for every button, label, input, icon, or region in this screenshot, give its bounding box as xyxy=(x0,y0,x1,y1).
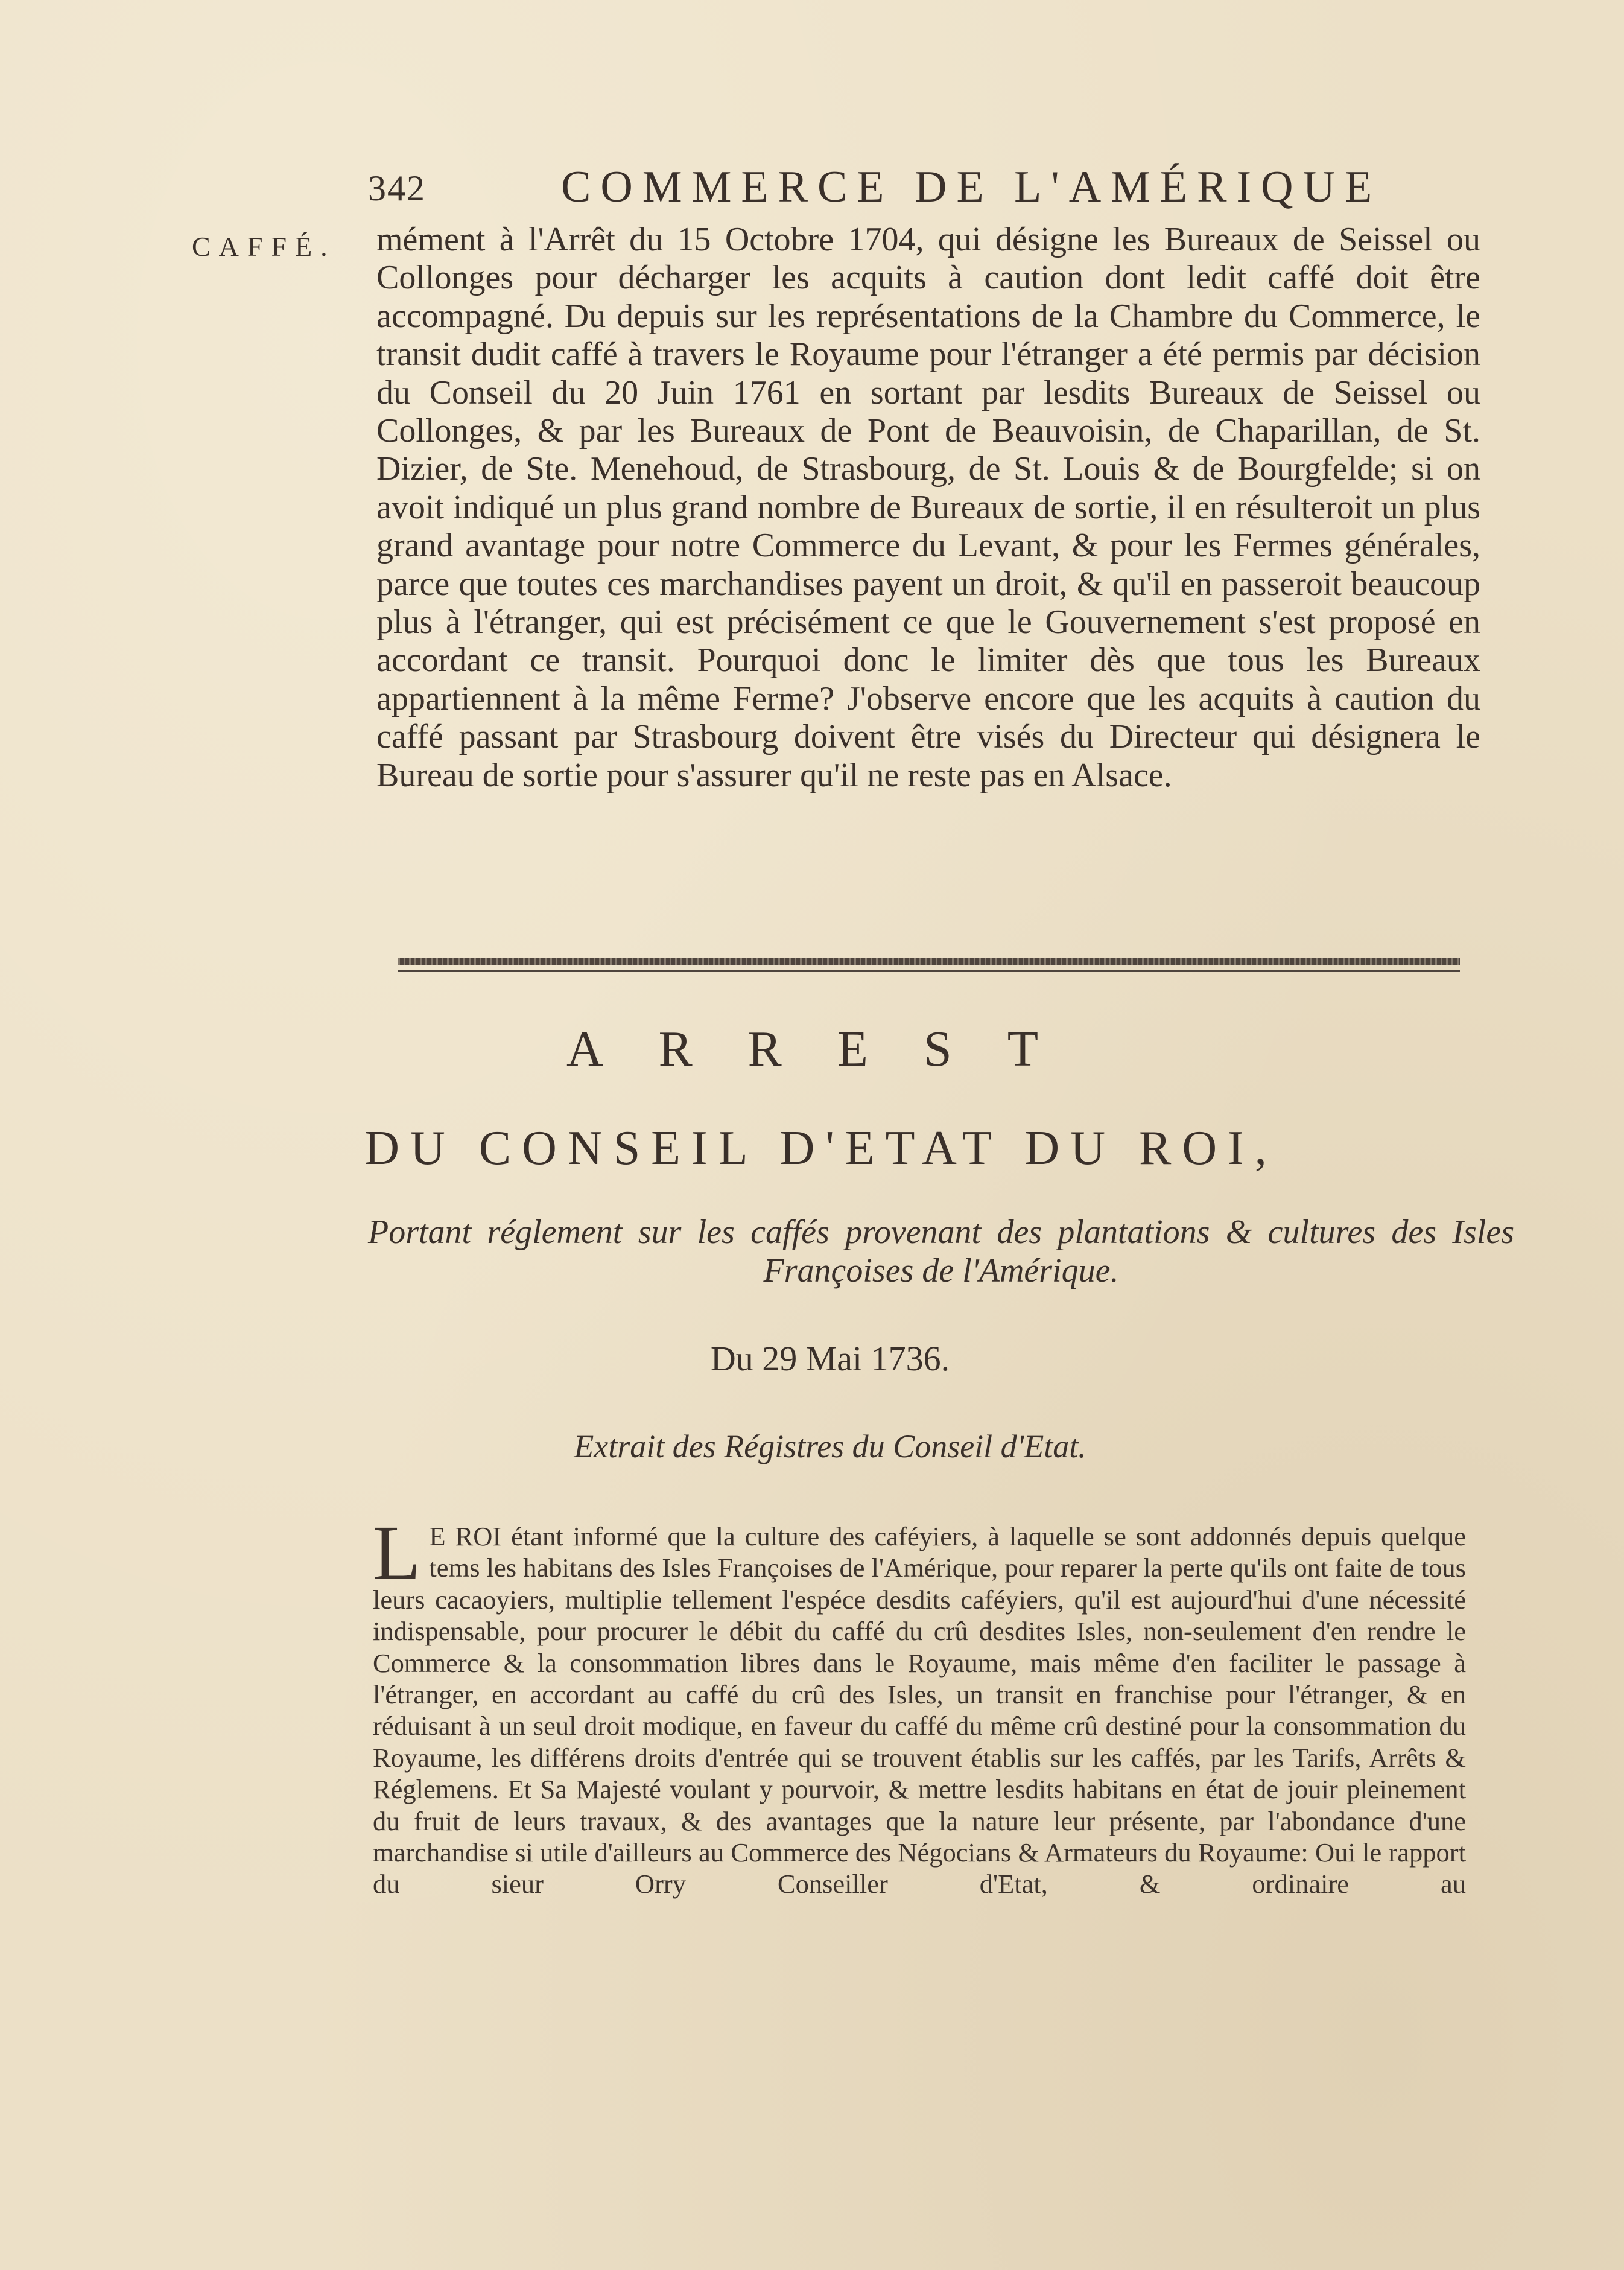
decree-purpose: Portant réglement sur les caffés provenant des plantations & cultures des Isles Françoises de l'Amérique. xyxy=(368,1213,1514,1289)
margin-note: CAFFÉ. xyxy=(192,231,336,262)
decree-extract-heading: Extrait des Régistres du Conseil d'Etat. xyxy=(574,1428,1086,1464)
decree-subtitle: DU CONSEIL D'ETAT DU ROI, xyxy=(364,1122,1278,1175)
continued-paragraph: mément à l'Arrêt du 15 Octobre 1704, qui désigne les Bureaux de Seissel ou Collonges pour décharger les acquits à caution dont ledit caffé doit être accompagné. Du depuis sur les représentations de la Chambre du Commerce, le transit dudit caffé à travers le Royaume pour l'étranger a été permis par décision du Conseil du 20 Juin 1761 en sortant par lesdits Bureaux de Seissel ou Collonges, & par les Bureaux de Pont de Beauvoisin, de Chaparillan, de St. Dizier, de Ste. Menehoud, de Strasbourg, de St. Louis & de Bourgfelde; si on avoit indiqué un plus grand nombre de Bureaux de sortie, il en résulteroit un plus grand avantage pour notre Commerce du Levant, & pour les Fermes générales, parce que toutes ces marchandises payent un droit, & qu'il en passeroit beaucoup plus à l'étranger, qui est précisément ce que le Gouvernement s'est proposé en accordant ce transit. Pourquoi donc le limiter dès que tous les Bureaux appartiennent à la même Ferme? J'observe encore que les acquits à caution du caffé passant par Strasbourg doivent être visés du Directeur qui désignera le Bureau de sortie pour s'assurer qu'il ne reste pas en Alsace. xyxy=(376,221,1480,794)
running-head xyxy=(368,162,1394,228)
page-number: 342 xyxy=(368,168,426,208)
rule-thin-line xyxy=(398,970,1460,972)
decree-title: ARREST xyxy=(566,1021,1094,1077)
drop-cap: L xyxy=(373,1510,421,1597)
decree-body-text: E ROI étant informé que la culture des caféyiers, à laquelle se sont addonnés depuis quelque tems les habitans des Isles Françoises de l'Amérique, pour reparer la perte qu'ils ont faite de tous leurs cacaoyiers, multiplie tellement l'espéce desdits caféyiers, qu'il est aujourd'hui d'une nécessité indispensable, pour procurer le débit du caffé du crû desdites Isles, non-seulement d'en rendre le Commerce & la consommation libres dans le Royaume, mais même d'en faciliter le passage à l'étranger, en accordant au caffé du crû des Isles, un transit en franchise pour l'étranger, & en réduisant à un seul droit modique, en faveur du caffé du même crû destiné pour la consommation du Royaume, les différens droits d'entrée qui se trouvent établis sur les caffés, par les Tarifs, Arrêts & Réglemens. Et Sa Majesté voulant y pourvoir, & mettre lesdits habitans en état de jouir pleinement du fruit de leurs travaux, & des avantages que la nature leur présente, par l'abondance d'une marchandise si utile d'ailleurs au Commerce des Négocians & Armateurs du Royaume: Oui le rapport du sieur Orry Conseiller d'Etat, & ordinaire au xyxy=(373,1521,1466,1900)
rule-thick-line xyxy=(398,958,1460,965)
decree-date: Du 29 Mai 1736. xyxy=(710,1339,950,1378)
decree-body-paragraph xyxy=(373,1510,1466,1900)
running-title: COMMERCE DE L'AMÉRIQUE xyxy=(561,162,1382,212)
ornamental-rule xyxy=(398,958,1460,974)
